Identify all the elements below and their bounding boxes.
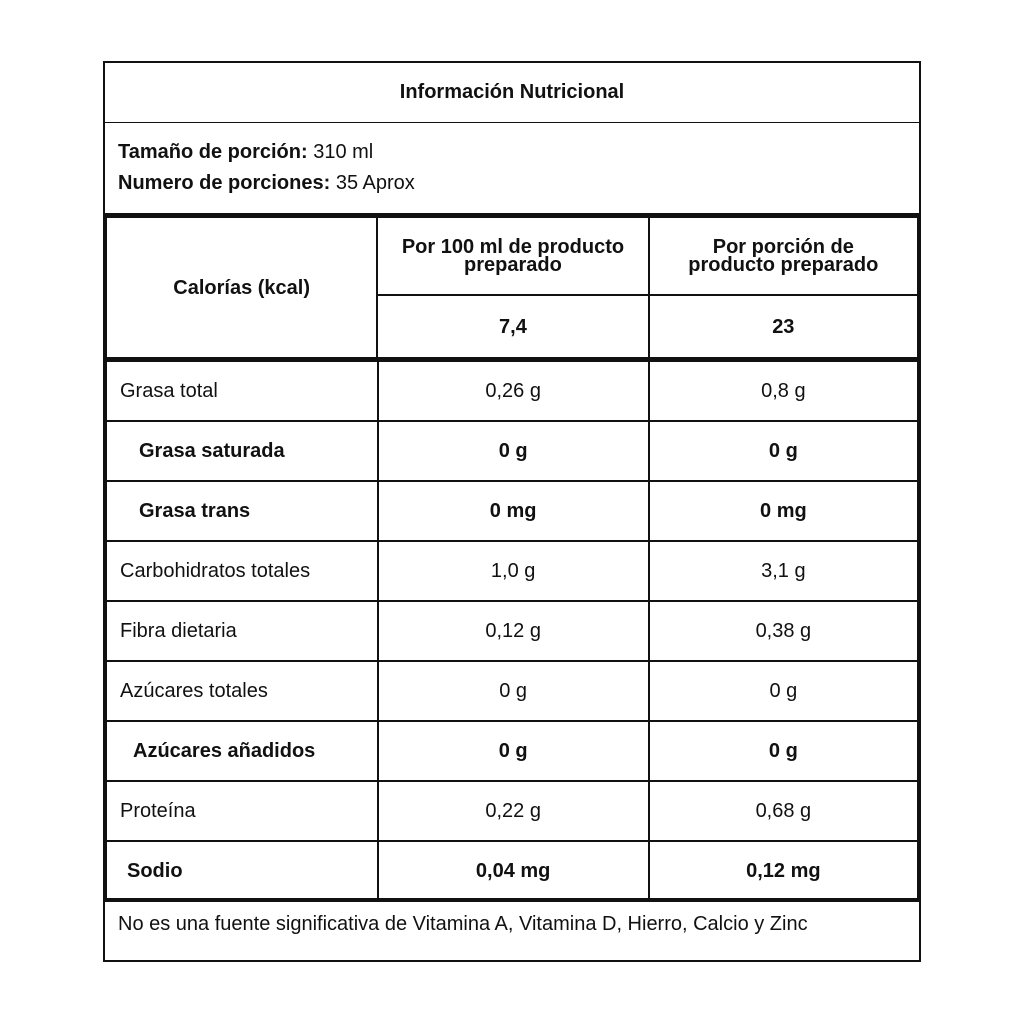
nutrient-label: Grasa total: [106, 361, 378, 421]
footer-note: No es una fuente significativa de Vitamina A, Vitamina D, Hierro, Calcio y Zinc: [118, 913, 808, 935]
nutrient-per-portion: 3,1 g: [649, 541, 918, 601]
serving-info: [105, 123, 919, 215]
nutrient-label: Azúcares añadidos: [106, 721, 378, 781]
nutrient-per-100ml: 0 g: [378, 421, 649, 481]
nutrient-per-100ml: 0 g: [378, 721, 649, 781]
nutrient-label: Azúcares totales: [106, 661, 378, 721]
nutrient-per-100ml: 0 g: [378, 661, 649, 721]
nutrient-label: Proteína: [106, 781, 378, 841]
table-row: [106, 721, 918, 781]
servings-count-label: Numero de porciones:: [118, 172, 331, 194]
serving-size-value: 310 ml: [313, 141, 374, 163]
serving-size-label: Tamaño de porción:: [118, 141, 308, 163]
nutrient-per-portion: 0,38 g: [649, 601, 918, 661]
nutrient-per-portion: 0,68 g: [649, 781, 918, 841]
table-row: [106, 541, 918, 601]
col-header-per-100ml-line1: Por 100 ml de producto: [401, 236, 625, 258]
col-header-per-100ml-line2: preparado: [464, 254, 562, 276]
panel-title: Información Nutricional: [105, 63, 919, 123]
table-row: [106, 481, 918, 541]
nutrition-facts-panel: [103, 61, 921, 962]
nutrient-label: Fibra dietaria: [106, 601, 378, 661]
col-header-per-portion-line1: Por porción de: [712, 236, 854, 258]
nutrient-per-100ml: 0 mg: [378, 481, 649, 541]
calories-per-100ml: 7,4: [377, 295, 648, 359]
calories-table: [105, 216, 919, 360]
servings-count-line: [118, 168, 919, 199]
nutrient-label: Sodio: [106, 841, 378, 901]
servings-count-value: 35 Aprox: [335, 172, 415, 194]
calories-per-portion: 23: [649, 295, 918, 359]
table-row: [106, 781, 918, 841]
table-row: [106, 841, 918, 901]
nutrients-table: [105, 360, 919, 902]
nutrient-per-100ml: 0,26 g: [378, 361, 649, 421]
table-row: [106, 361, 918, 421]
nutrient-per-portion: 0,12 mg: [649, 841, 918, 901]
nutrient-per-portion: 0 mg: [649, 481, 918, 541]
col-header-per-100ml: [377, 217, 648, 295]
nutrient-per-100ml: 0,22 g: [378, 781, 649, 841]
calories-label: Calorías (kcal): [106, 217, 377, 359]
col-header-per-portion: [649, 217, 918, 295]
nutrient-per-portion: 0,8 g: [649, 361, 918, 421]
col-header-per-portion-line2: producto preparado: [688, 254, 879, 276]
nutrient-label: Grasa trans: [106, 481, 378, 541]
nutrient-label: Carbohidratos totales: [106, 541, 378, 601]
nutrient-per-portion: 0 g: [649, 661, 918, 721]
serving-size-line: [118, 137, 919, 168]
nutrient-per-100ml: 0,04 mg: [378, 841, 649, 901]
nutrient-label: Grasa saturada: [106, 421, 378, 481]
table-row: [106, 601, 918, 661]
nutrient-per-portion: 0 g: [649, 421, 918, 481]
table-row: [106, 421, 918, 481]
nutrient-per-100ml: 0,12 g: [378, 601, 649, 661]
table-row: [106, 661, 918, 721]
nutrient-per-portion: 0 g: [649, 721, 918, 781]
nutrient-per-100ml: 1,0 g: [378, 541, 649, 601]
